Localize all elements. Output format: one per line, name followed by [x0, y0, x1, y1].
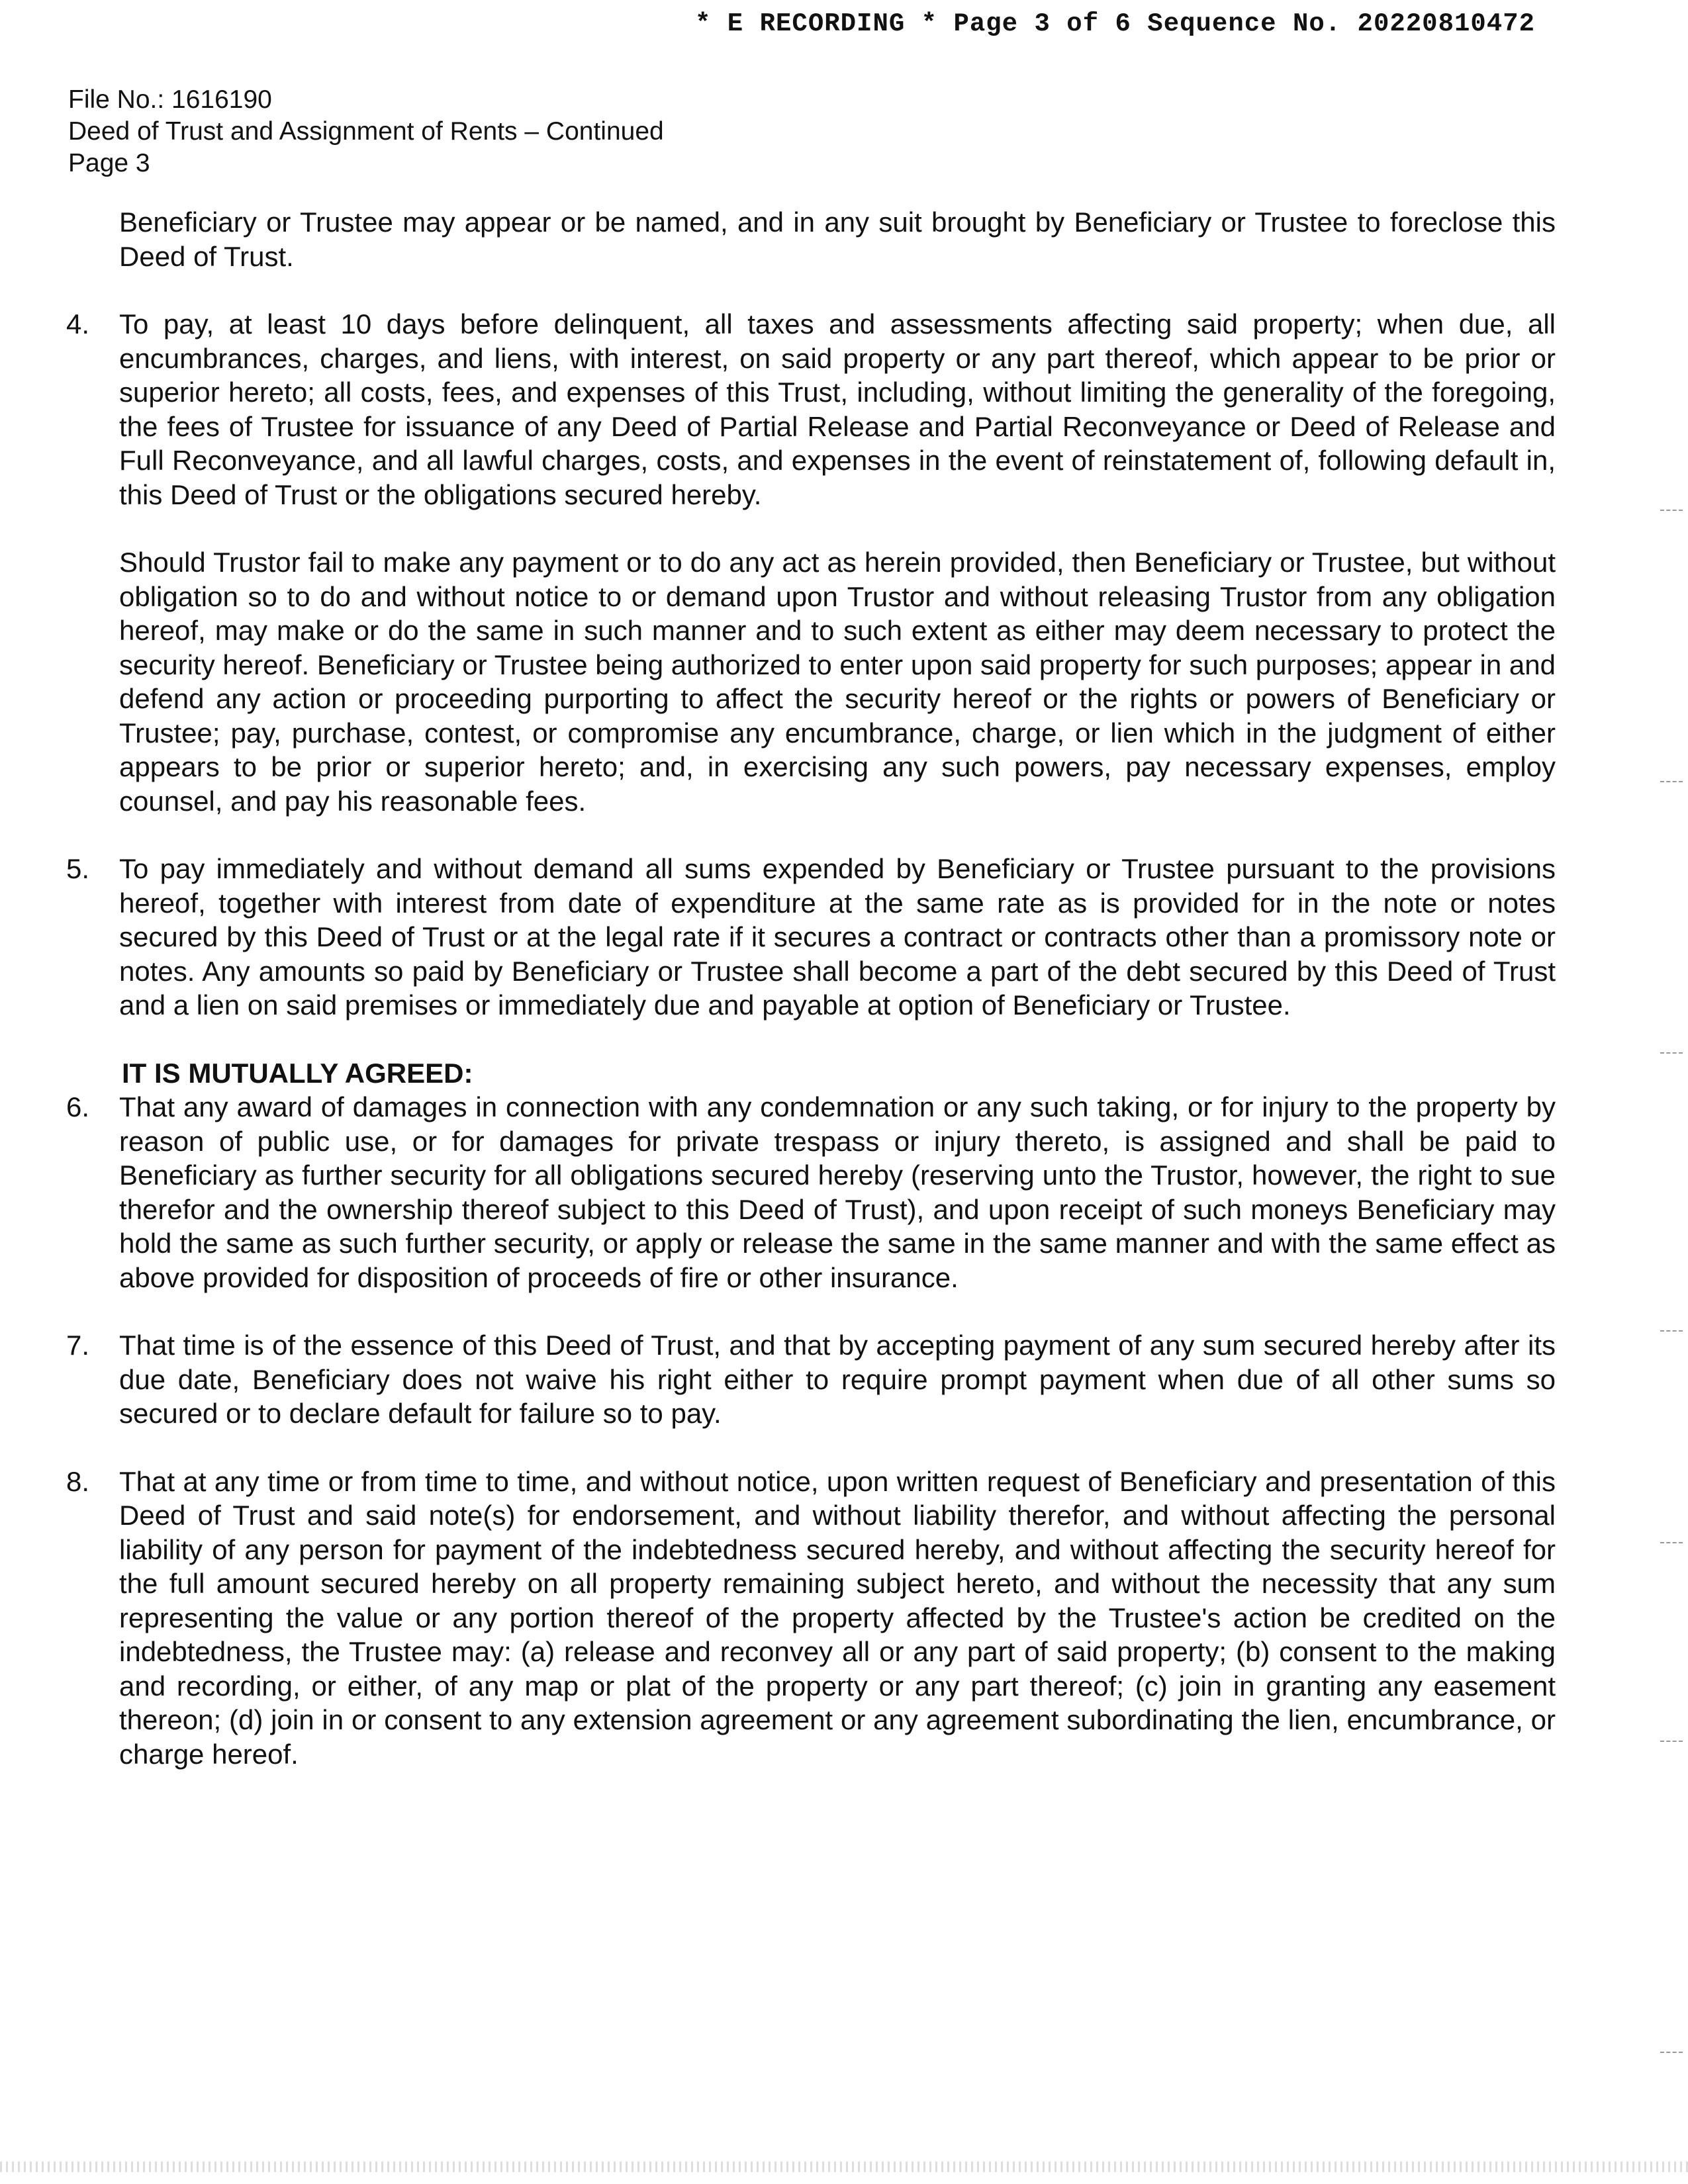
item-number: 7.	[66, 1330, 90, 1361]
file-number: File No.: 1616190	[68, 85, 272, 114]
item-6	[66, 1090, 1556, 1295]
edge-mark	[1660, 2052, 1683, 2053]
item-text: That time is of the essence of this Deed of Trust, and that by accepting payment of any sum secured hereby after its due date, Beneficiary does not waive his right either to require prompt payment when due of all other sums so secured or to declare default for failure so to pay.	[119, 1330, 1556, 1429]
edge-mark	[1660, 1542, 1683, 1543]
continuation-text: Beneficiary or Trustee may appear or be named, and in any suit brought by Beneficiary or Trustee to foreclose this Deed of Trust.	[119, 206, 1556, 272]
item-text: To pay, at least 10 days before delinquent, all taxes and assessments affecting said property; when due, all encumbrances, charges, and liens, with interest, on said property or any part thereof, which appear to be prior or superior hereto; all costs, fees, and expenses of this Trust, including, without limiting the generality of the foregoing, the fees of Trustee for issuance of any Deed of Partial Release and Partial Reconveyance or Deed of Release and Full Reconveyance, and all lawful charges, costs, and expenses in the event of reinstatement of, following default in, this Deed of Trust or the obligations secured hereby.	[119, 308, 1556, 510]
scan-bottom-edge	[0, 2161, 1688, 2172]
item-4	[66, 307, 1556, 512]
edge-mark	[1660, 1741, 1683, 1742]
edge-mark	[1660, 781, 1683, 782]
page-number: Page 3	[68, 149, 150, 177]
document-title: Deed of Trust and Assignment of Rents – Continued	[68, 117, 664, 146]
item-5	[66, 852, 1556, 1023]
scan-edge-marks	[1655, 199, 1688, 2118]
section-heading: IT IS MUTUALLY AGREED:	[122, 1057, 473, 1089]
item-7	[66, 1328, 1556, 1431]
item-number: 8.	[66, 1465, 90, 1497]
item-text: Should Trustor fail to make any payment or to do any act as herein provided, then Beneficiary or Trustee, but without obligation so to do and without notice to or demand upon Trustor and without releasing Trustor from any obligation hereof, may make or do the same in such manner and to such extent as either may deem necessary to protect the security hereof. Beneficiary or Trustee being authorized to enter upon said property for such purposes; appear in and defend any action or proceeding purporting to affect the security hereof or the rights or powers of Beneficiary or Trustee; pay, purchase, contest, or compromise any encumbrance, charge, or lien which in the judgment of either appears to be prior or superior hereto; and, in exercising any such powers, pay necessary expenses, employ counsel, and pay his reasonable fees.	[119, 547, 1556, 817]
document-header	[68, 84, 664, 179]
continuation-paragraph	[66, 205, 1556, 273]
document-body	[66, 205, 1556, 1771]
item-8	[66, 1465, 1556, 1772]
recording-stamp: * E RECORDING * Page 3 of 6 Sequence No. 20220810472	[695, 9, 1535, 38]
item-number: 4.	[66, 308, 90, 340]
item-text: That at any time or from time to time, and without notice, upon written request of Beneficiary and presentation of this Deed of Trust and said note(s) for endorsement, and without liability therefor, and without affecting the personal liability of any person for payment of the indebtedness secured hereby, and without affecting the security hereof for the full amount secured hereby on all property remaining subject hereto, and without the necessity that any sum representing the value or any portion thereof of the property affected by the Trustee's action be credited on the indebtedness, the Trustee may: (a) release and reconvey all or any part of said property; (b) consent to the making and recording, or either, of any map or plat of the property or any part thereof; (c) join in granting any easement thereon; (d) join in or consent to any extension agreement or any agreement subordinating the lien, encumbrance, or charge hereof.	[119, 1465, 1556, 1770]
item-text: That any award of damages in connection with any condemnation or any such taking, or for injury to the property by reason of public use, or for damages for private trespass or injury thereto, is assigned and shall be paid to Beneficiary as further security for all obligations secured hereby (reserving unto the Trustor, however, the right to sue therefor and the ownership thereof subject to this Deed of Trust), and upon receipt of such moneys Beneficiary may hold the same as such further security, or apply or release the same in the same manner and with the same effect as above provided for disposition of proceeds of fire or other insurance.	[119, 1091, 1556, 1293]
item-number: 5.	[66, 853, 90, 884]
item-number: 6.	[66, 1091, 90, 1122]
item-4-subparagraph	[66, 545, 1556, 818]
edge-mark	[1660, 1052, 1683, 1054]
item-text: To pay immediately and without demand all sums expended by Beneficiary or Trustee pursuant to the provisions hereof, together with interest from date of expenditure at the same rate as is provided for in the note or notes secured by this Deed of Trust or at the legal rate if it secures a contract or contracts other than a promissory note or notes. Any amounts so paid by Beneficiary or Trustee shall become a part of the debt secured by this Deed of Trust and a lien on said premises or immediately due and payable at option of Beneficiary or Trustee.	[119, 853, 1556, 1021]
edge-mark	[1660, 510, 1683, 511]
edge-mark	[1660, 1330, 1683, 1332]
